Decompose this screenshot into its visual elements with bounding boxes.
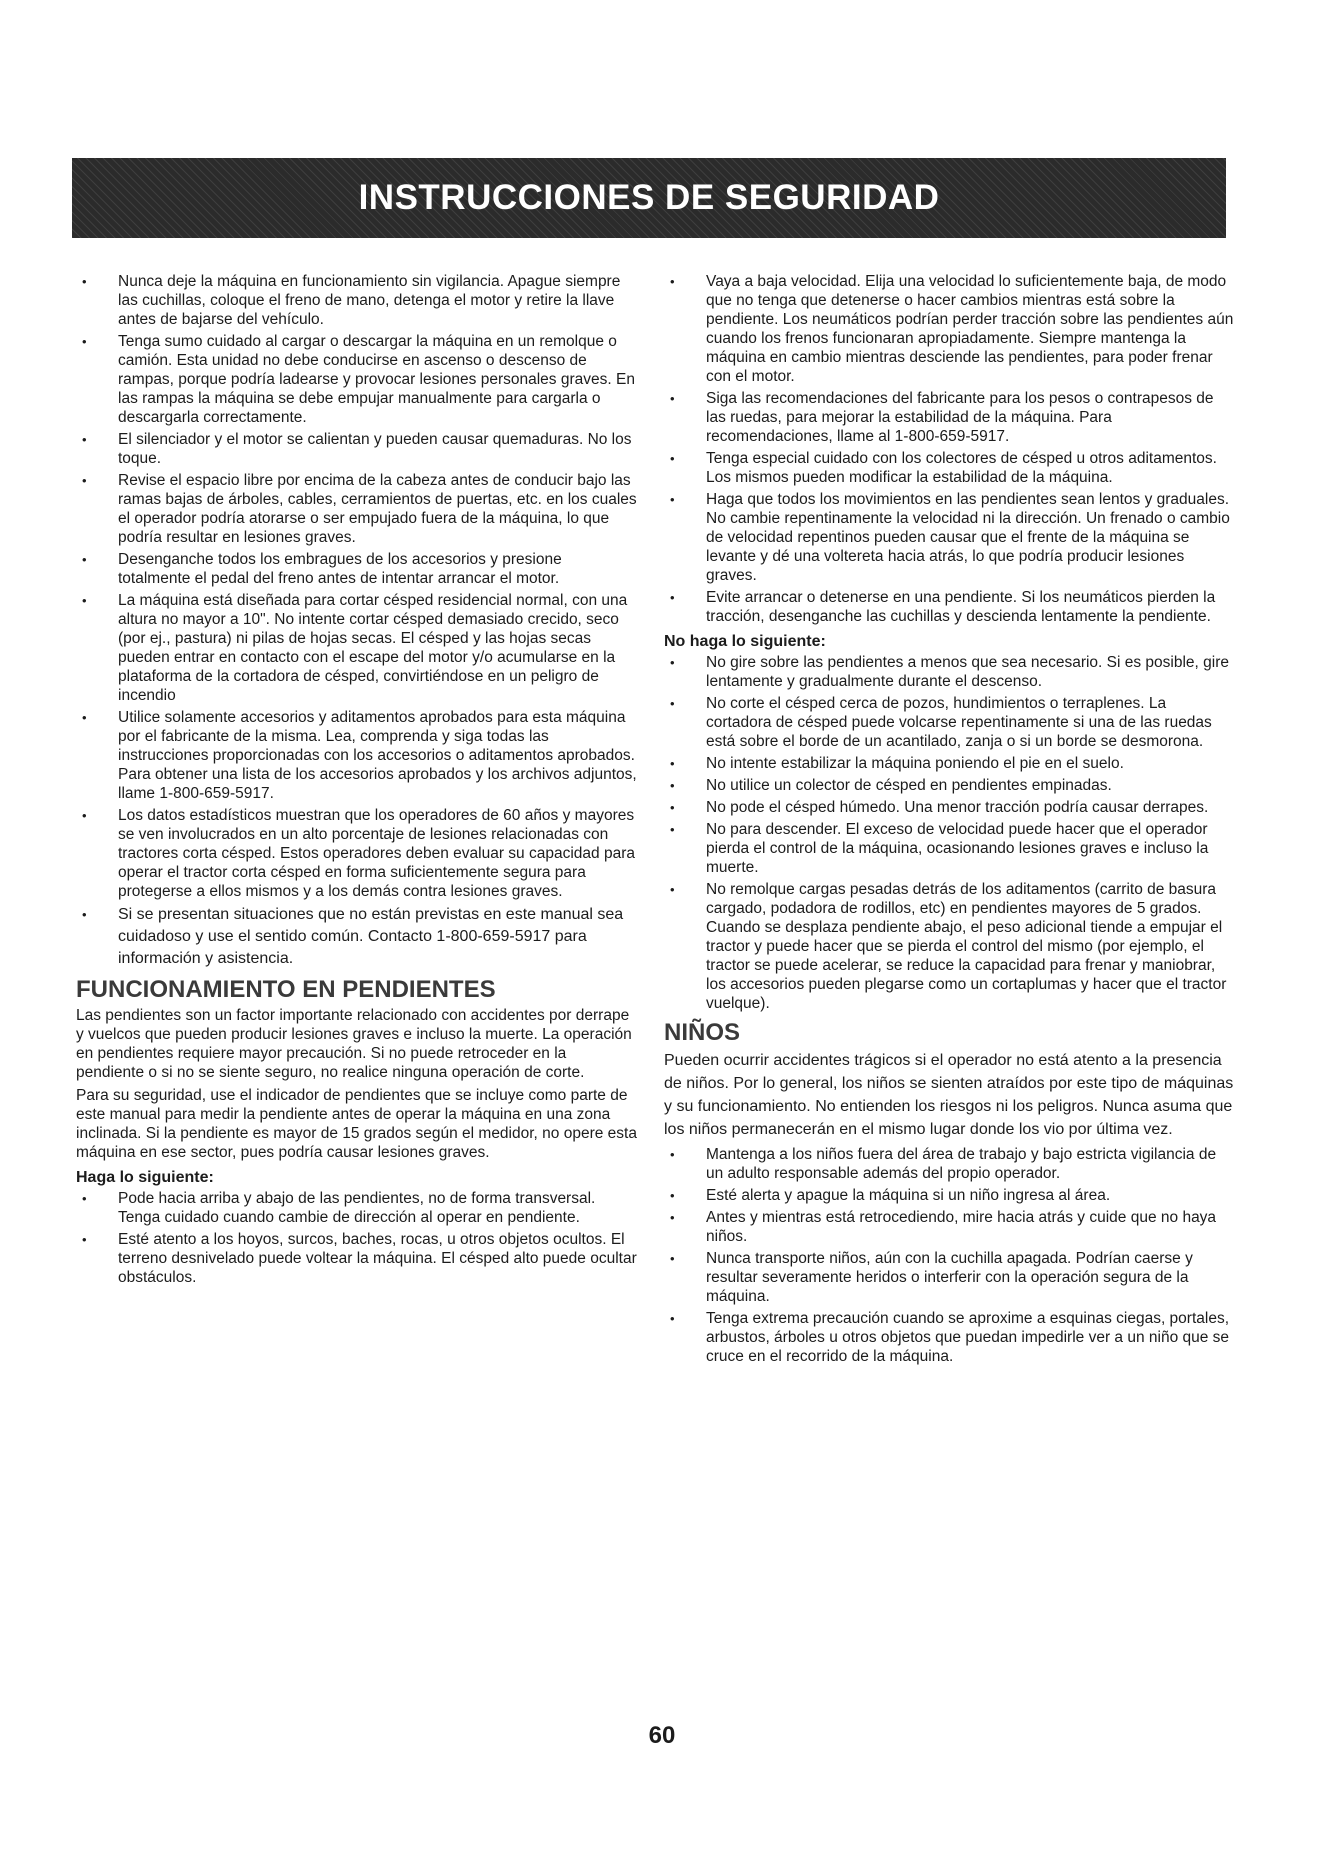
list-item: • No corte el césped cerca de pozos, hundimientos o terraplenes. La cortadora de césped puede volcarse repentinamente si una de las ruedas está sobre el borde de un acantilado, zanja o si un borde se desmorona. (664, 694, 1234, 751)
slope-list (664, 272, 1234, 626)
list-item: • Si se presentan situaciones que no están previstas en este manual sea cuidadoso y use el sentido común. Contacto 1-800-659-5917 para información y asistencia. (76, 904, 638, 970)
section-title-slopes: FUNCIONAMIENTO EN PENDIENTES (76, 976, 496, 1003)
dont-heading: No haga lo siguiente: (664, 633, 826, 650)
page-number: 60 (648, 1722, 676, 1749)
page-title: INSTRUCCIONES DE SEGURIDAD (358, 178, 940, 217)
list-item: • Vaya a baja velocidad. Elija una velocidad lo suficientemente baja, de modo que no tenga que detenerse o hacer cambios mientras está sobre la pendiente. Los neumáticos podrían perder tracción sobre las pendientes aún cuando los frenos funcionaran apropiadamente. Siempre mantenga la máquina en cambio mientras desciende las pendientes, para poder frenar con el motor. (664, 272, 1234, 386)
list-item: • Mantenga a los niños fuera del área de trabajo y bajo estricta vigilancia de un adulto responsable además del propio operador. (664, 1145, 1234, 1183)
paragraph: Pueden ocurrir accidentes trágicos si el operador no está atento a la presencia de niños. Por lo general, los niños se sienten atraídos por este tipo de máquinas y su funcionamiento. No entienden los riesgos ni los peligros. Nunca asuma que los niños permanecerán en el mismo lugar donde los vio por última vez. (664, 1052, 1234, 1138)
list-item: • Utilice solamente accesorios y aditamentos aprobados para esta máquina por el fabricante de la misma. Lea, comprenda y siga todas las instrucciones proporcionadas con los accesorios o aditamentos aprobados. Para obtener una lista de los accesorios aprobados y los archivos adjuntos, llame 1-800-659-5917. (76, 708, 638, 803)
list-item: • Nunca transporte niños, aún con la cuchilla apagada. Podrían caerse y resultar severamente heridos o interferir con la operación segura de la máquina. (664, 1249, 1234, 1306)
paragraph: Para su seguridad, use el indicador de pendientes que se incluye como parte de este manual para medir la pendiente antes de operar la máquina en una zona inclinada. Si la pendiente es mayor de 15 grados según el medidor, no opere esta máquina en ese sector, pues podría causar lesiones graves. (76, 1087, 637, 1161)
list-item: • Antes y mientras está retrocediendo, mire hacia atrás y cuide que no haya niños. (664, 1208, 1234, 1246)
list-item: • Tenga sumo cuidado al cargar o descargar la máquina en un remolque o camión. Esta unidad no debe conducirse en ascenso o descenso de rampas, porque podría ladearse y provocar lesiones personales graves. En las rampas la máquina se debe empujar manualmente para cargarla o descargarla correctamente. (76, 332, 638, 427)
list-item: • Evite arrancar o detenerse en una pendiente. Si los neumáticos pierden la tracción, desenganche las cuchillas y descienda lentamente la pendiente. (664, 588, 1234, 626)
list-item: • Revise el espacio libre por encima de la cabeza antes de conducir bajo las ramas bajas de árboles, cables, cerramientos de puertas, etc. en los cuales el operador podría atorarse o ser empujado fuera de la máquina, lo que podría resultar en lesiones graves. (76, 471, 638, 547)
list-item: • Esté atento a los hoyos, surcos, baches, rocas, u otros objetos ocultos. El terreno desnivelado puede voltear la máquina. El césped alto puede ocultar obstáculos. (76, 1230, 638, 1287)
list-item: • No remolque cargas pesadas detrás de los aditamentos (carrito de basura cargado, podadora de rodillos, etc) en pendientes mayores de 5 grados. Cuando se desplaza pendiente abajo, el peso adicional tiende a empujar el tractor y puede hacer que se pierda el control del mismo (por ejemplo, el tractor se puede acelerar, se reduce la capacidad para frenar y maniobrar, los accesorios pueden plegarse como un cortaplumas y hacer que el tractor vuelque). (664, 880, 1234, 1013)
dont-list (664, 653, 1234, 1013)
paragraph: Las pendientes son un factor importante relacionado con accidentes por derrape y vuelcos que pueden producir lesiones graves e incluso la muerte. La operación en pendientes requiere mayor precaución. Si no puede retroceder en la pendiente o si no se siente seguro, no realice ninguna operación de corte. (76, 1007, 632, 1081)
list-item: • Los datos estadísticos muestran que los operadores de 60 años y mayores se ven involucrados en un alto porcentaje de lesiones relacionadas con tractores corta césped. Estos operadores deben evaluar su capacidad para operar el tractor corta césped en forma suficientemente segura para protegerse a ellos mismos y a los demás contra lesiones graves. (76, 806, 638, 901)
list-item: • No pode el césped húmedo. Una menor tracción podría causar derrapes. (664, 798, 1234, 817)
do-list (76, 1189, 638, 1287)
list-item: • No gire sobre las pendientes a menos que sea necesario. Si es posible, gire lentamente y gradualmente durante el descenso. (664, 653, 1234, 691)
list-item: • Pode hacia arriba y abajo de las pendientes, no de forma transversal. Tenga cuidado cuando cambie de dirección al operar en pendiente. (76, 1189, 638, 1227)
children-list (664, 1145, 1234, 1366)
list-item: • Haga que todos los movimientos en las pendientes sean lentos y graduales. No cambie repentinamente la velocidad ni la dirección. Un frenado o cambio de velocidad repentinos pueden causar que el frente de la máquina se levante y dé una voltereta hacia atrás, lo que podría producir lesiones graves. (664, 490, 1234, 585)
right-column (664, 272, 1234, 1369)
list-item: • Tenga extrema precaución cuando se aproxime a esquinas ciegas, portales, arbustos, árboles u otros objetos que puedan impedirle ver a un niño que se cruce en el recorrido de la máquina. (664, 1309, 1234, 1366)
list-item: • No para descender. El exceso de velocidad puede hacer que el operador pierda el control de la máquina, ocasionando lesiones graves e incluso la muerte. (664, 820, 1234, 877)
safety-list (76, 272, 638, 970)
section-banner (72, 158, 1226, 238)
section-title-children: NIÑOS (664, 1019, 741, 1046)
list-item: • El silenciador y el motor se calientan y pueden causar quemaduras. No los toque. (76, 430, 638, 468)
left-column (76, 272, 638, 1290)
list-item: • Desenganche todos los embragues de los accesorios y presione totalmente el pedal del freno antes de intentar arrancar el motor. (76, 550, 638, 588)
list-item: • Tenga especial cuidado con los colectores de césped u otros aditamentos. Los mismos pueden modificar la estabilidad de la máquina. (664, 449, 1234, 487)
list-item: • No intente estabilizar la máquina poniendo el pie en el suelo. (664, 754, 1234, 773)
list-item: • La máquina está diseñada para cortar césped residencial normal, con una altura no mayor a 10". No intente cortar césped demasiado crecido, seco (por ej., pastura) ni pilas de hojas secas. El césped y las hojas secas pueden entrar en contacto con el escape del motor y/o acumularse en la plataforma de la cortadora de césped, convirtiéndose en un peligro de incendio (76, 591, 638, 705)
list-item: • Esté alerta y apague la máquina si un niño ingresa al área. (664, 1186, 1234, 1205)
list-item: • Nunca deje la máquina en funcionamiento sin vigilancia. Apague siempre las cuchillas, coloque el freno de mano, detenga el motor y retire la llave antes de bajarse del vehículo. (76, 272, 638, 329)
do-heading: Haga lo siguiente: (76, 1169, 214, 1186)
list-item: • Siga las recomendaciones del fabricante para los pesos o contrapesos de las ruedas, para mejorar la estabilidad de la máquina. Para recomendaciones, llame al 1-800-659-5917. (664, 389, 1234, 446)
list-item: • No utilice un colector de césped en pendientes empinadas. (664, 776, 1234, 795)
